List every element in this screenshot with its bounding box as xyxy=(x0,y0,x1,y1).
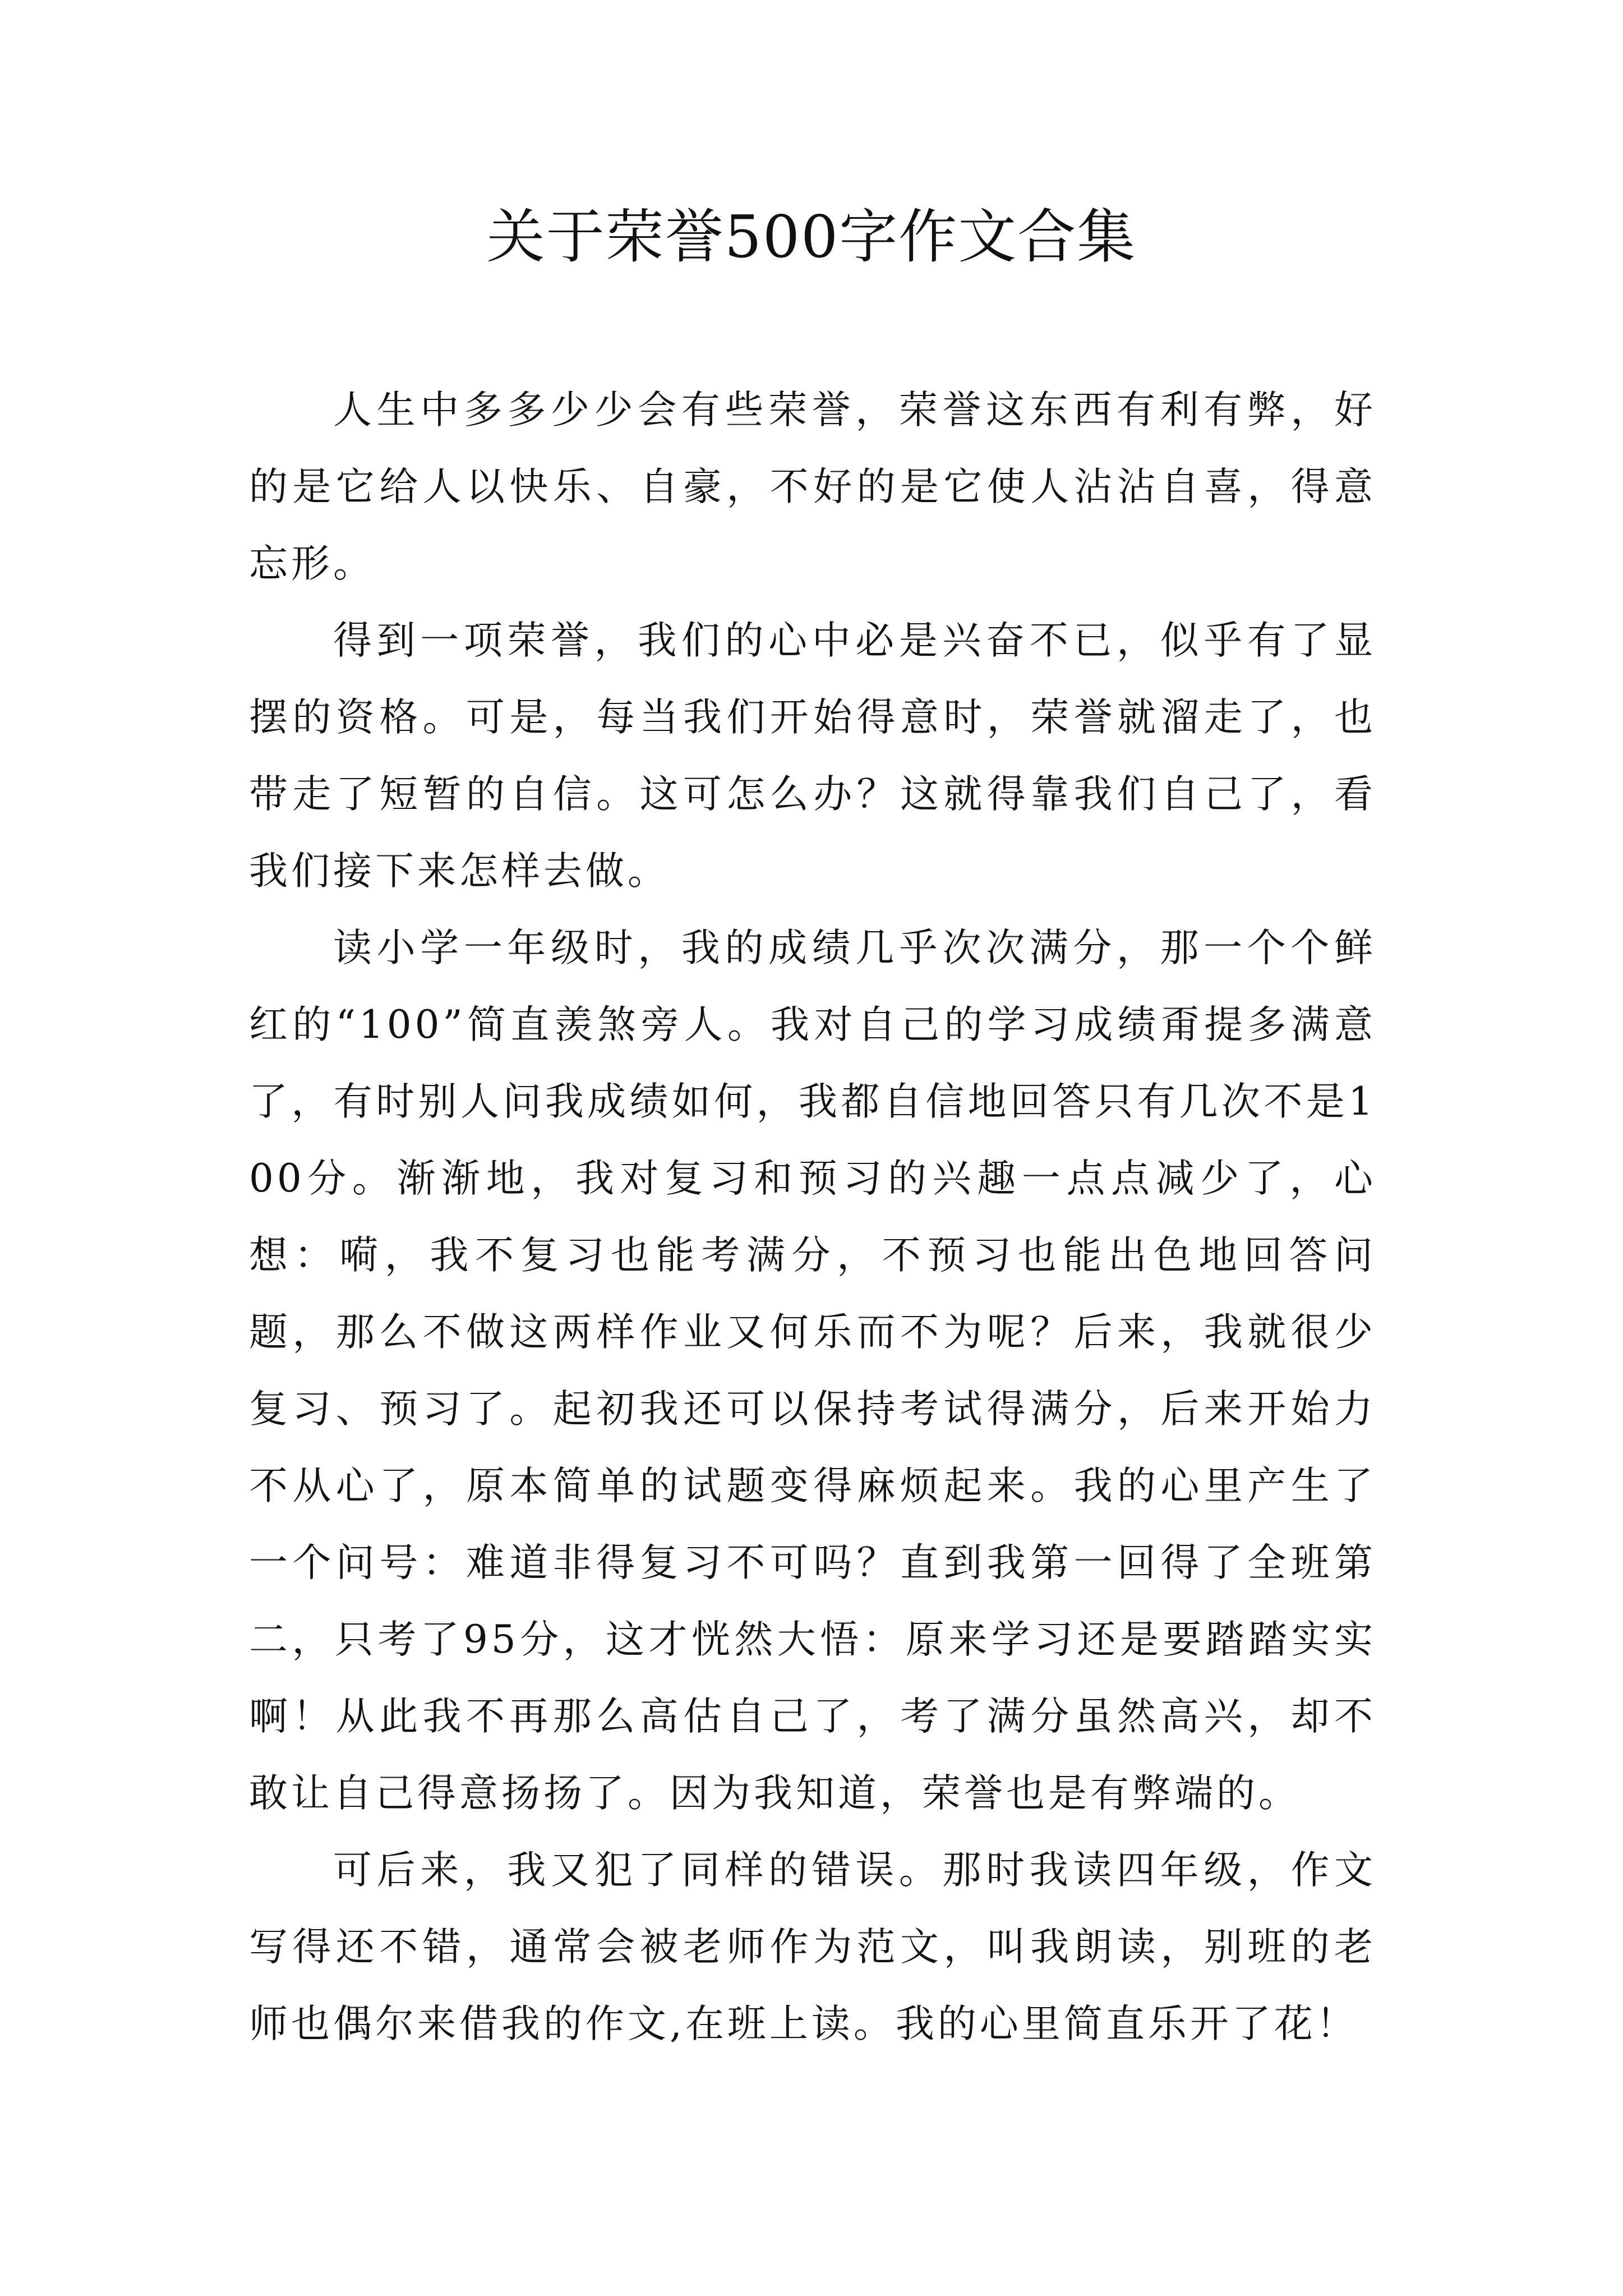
paragraph-2: 得到一项荣誉，我们的心中必是兴奋不已，似乎有了显摆的资格。可是，每当我们开始得意时，荣誉就溜走了，也带走了短暂的自信。这可怎么办？这就得靠我们自己了，看我们接下来怎样去做。 xyxy=(249,618,1376,894)
paragraph-1: 人生中多多少少会有些荣誉，荣誉这东西有利有弊，好的是它给人以快乐、自豪，不好的是它使人沾沾自喜，得意忘形。 xyxy=(249,388,1376,586)
paragraph-4: 可后来，我又犯了同样的错误。那时我读四年级，作文写得还不错，通常会被老师作为范文，叫我朗读，别班的老师也偶尔来借我的作文,在班上读。我的心里简直乐开了花！ xyxy=(249,1848,1376,2046)
document-title: 关于荣誉500字作文合集 xyxy=(486,203,1137,271)
paragraph-3: 读小学一年级时，我的成绩几乎次次满分，那一个个鲜红的“100”简直羡煞旁人。我对自己的学习成绩甭提多满意了，有时别人问我成绩如何，我都自信地回答只有几次不是100分。渐渐地，我对复习和预习的兴趣一点点减少了，心想：嗬，我不复习也能考满分，不预习也能出色地回答问题，那么不做这两样作业又何乐而不为呢？后来，我就很少复习、预习了。起初我还可以保持考试得满分，后来开始力不从心了，原本简单的试题变得麻烦起来。我的心里产生了一个问号：难道非得复习不可吗？直到我第一回得了全班第二，只考了95分，这才恍然大悟：原来学习还是要踏踏实实啊！从此我不再那么高估自己了，考了满分虽然高兴，却不敢让自己得意扬扬了。因为我知道，荣誉也是有弊端的。 xyxy=(249,926,1376,1816)
document-body xyxy=(249,372,1376,2063)
